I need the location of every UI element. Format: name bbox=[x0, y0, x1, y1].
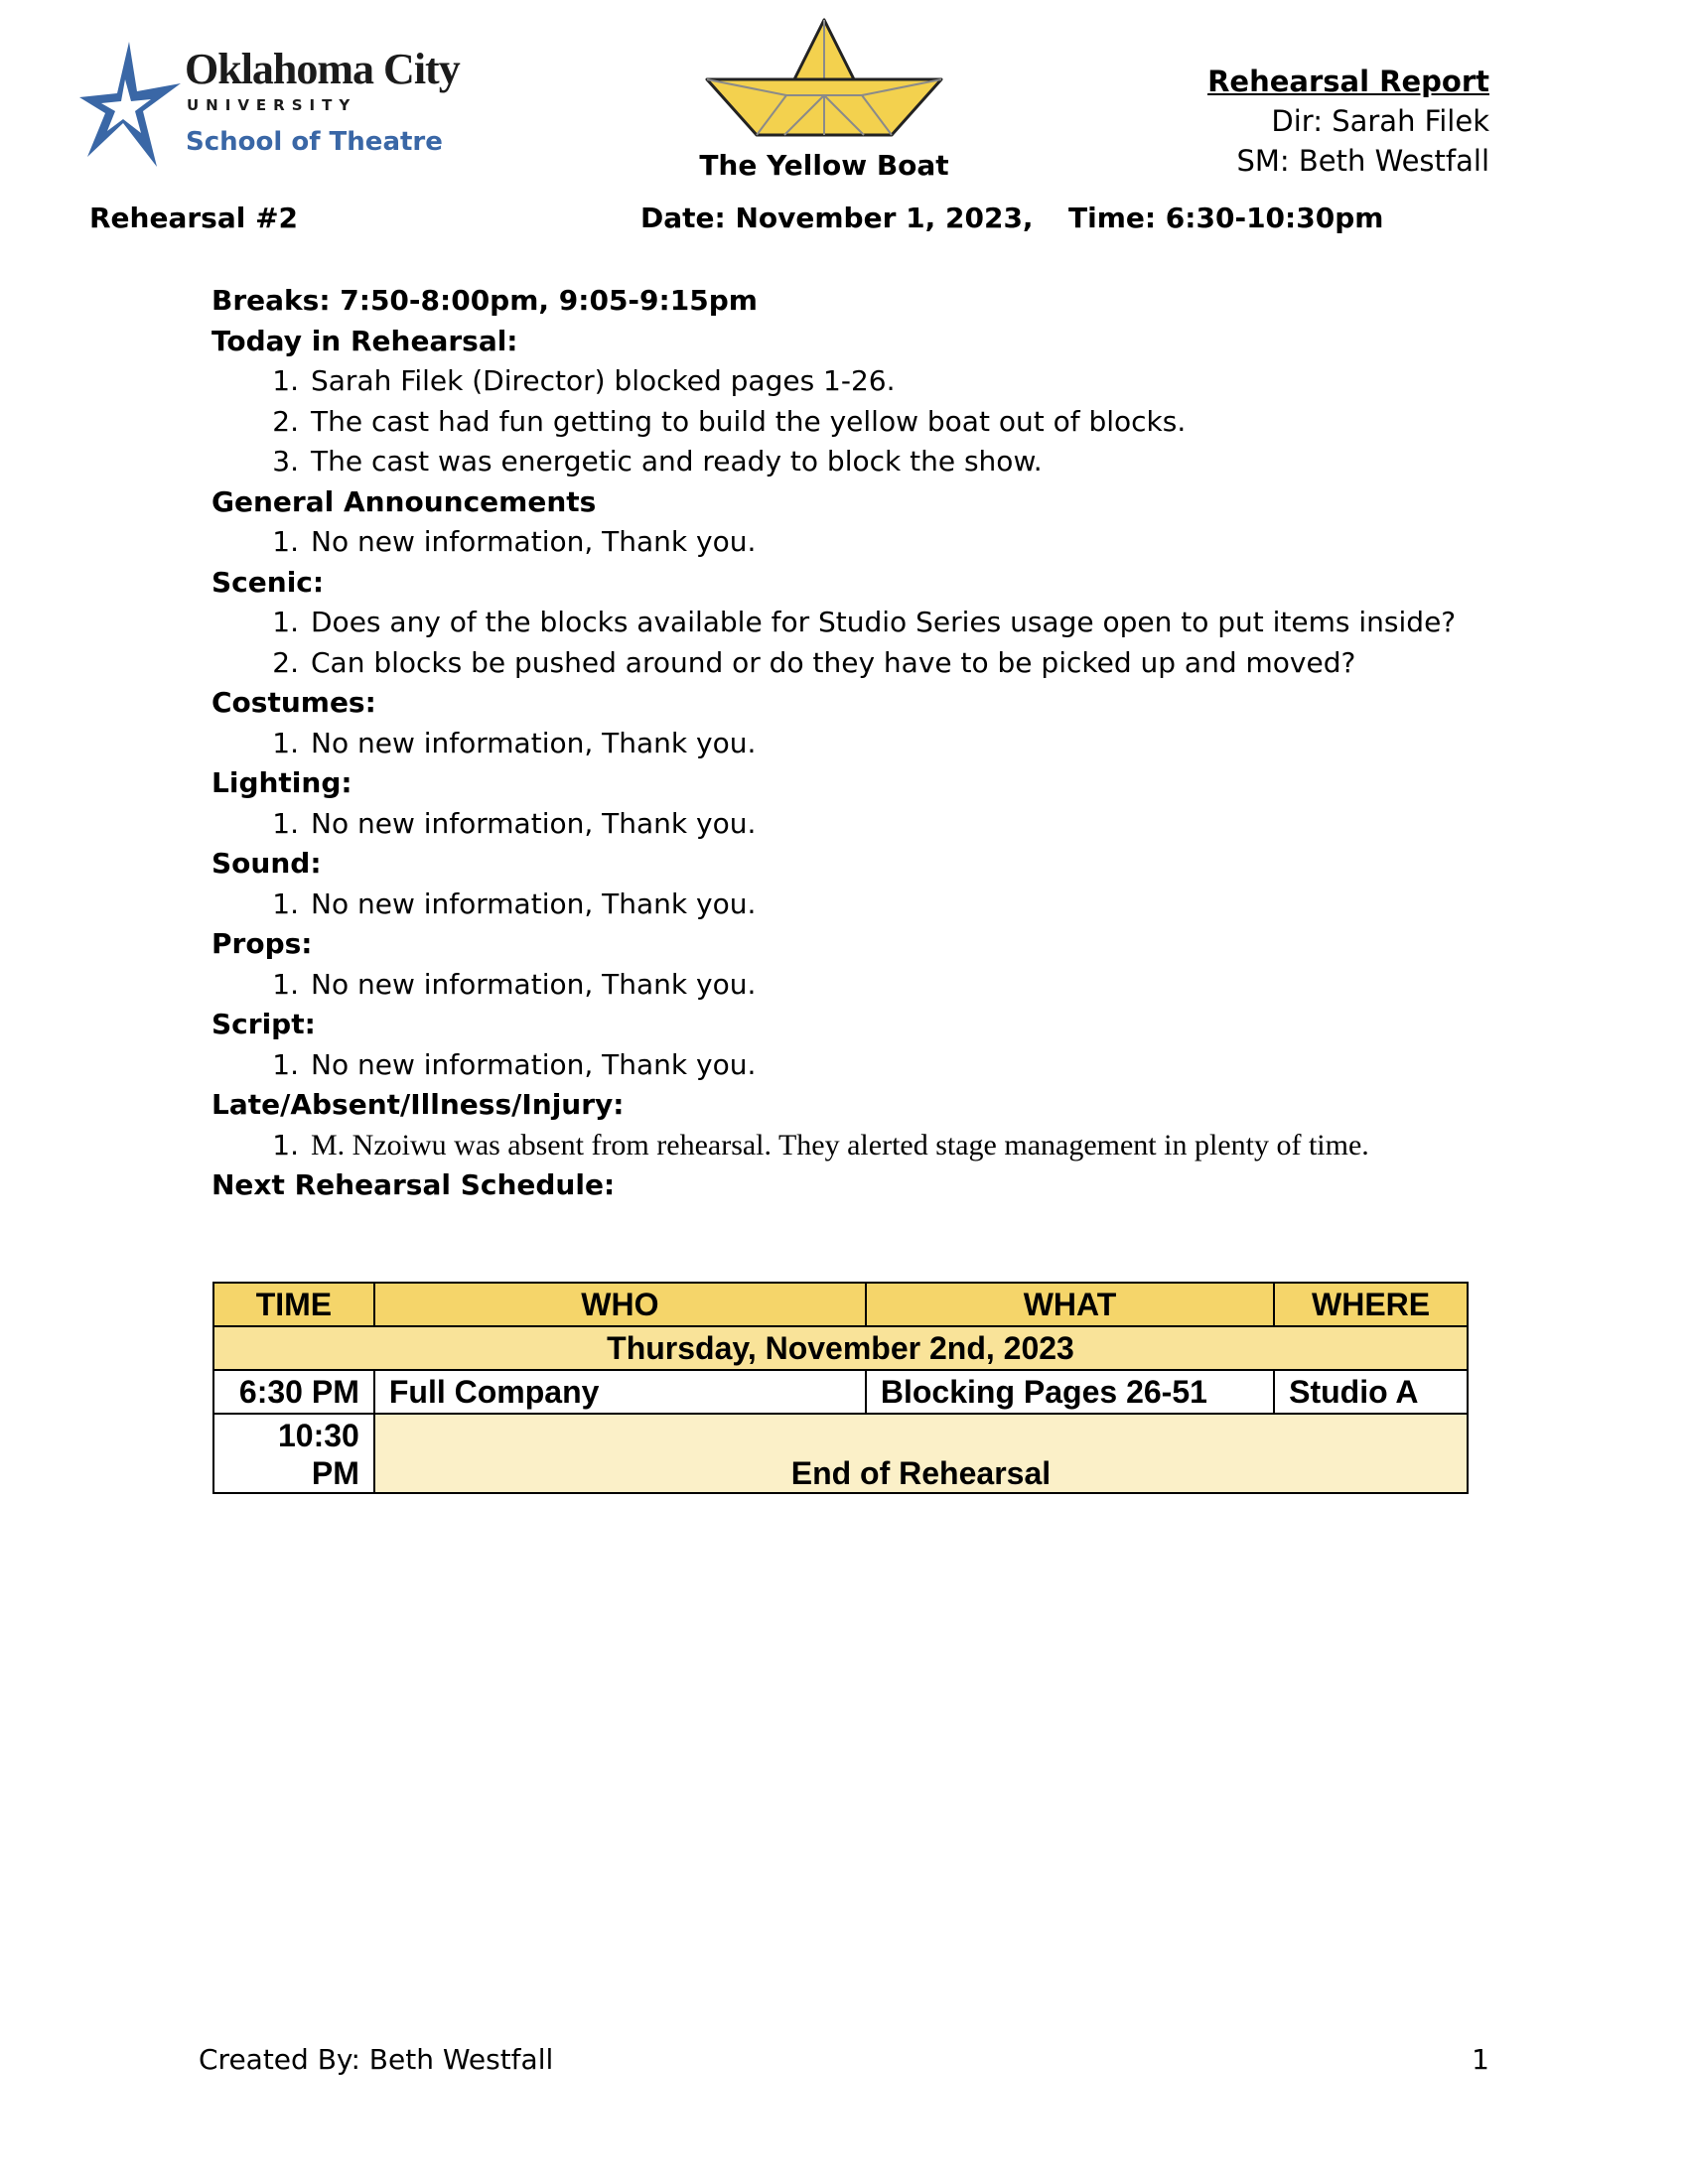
row-who: Full Company bbox=[374, 1370, 866, 1414]
list-item: M. Nzoiwu was absent from rehearsal. They alerted stage management in plenty of time. bbox=[311, 1128, 1369, 1161]
table-end-row bbox=[213, 1414, 1468, 1493]
paper-boat-icon bbox=[705, 18, 943, 142]
list-item: No new information, Thank you. bbox=[311, 806, 757, 840]
section-heading-props: Props: bbox=[211, 927, 313, 960]
page-number: 1 bbox=[1472, 2043, 1489, 2076]
list-item: No new information, Thank you. bbox=[311, 887, 757, 920]
show-title: The Yellow Boat bbox=[699, 149, 949, 182]
header-where: WHERE bbox=[1274, 1283, 1468, 1326]
list-item: No new information, Thank you. bbox=[311, 967, 757, 1001]
list-lighting bbox=[211, 804, 1492, 845]
logo-name: Oklahoma City bbox=[185, 45, 460, 93]
report-title: Rehearsal Report bbox=[1207, 65, 1489, 98]
table-date-row bbox=[213, 1326, 1468, 1370]
section-heading-next-schedule: Next Rehearsal Schedule: bbox=[211, 1167, 616, 1201]
footer-created-by: Created By: Beth Westfall bbox=[199, 2043, 554, 2076]
list-general bbox=[211, 522, 1492, 563]
list-item: No new information, Thank you. bbox=[311, 1047, 757, 1081]
header-who: WHO bbox=[374, 1283, 866, 1326]
end-time-line1: 10:30 bbox=[278, 1418, 359, 1453]
rehearsal-date: Date: November 1, 2023, bbox=[640, 202, 1034, 234]
list-item: The cast was energetic and ready to block the show. bbox=[311, 445, 1043, 478]
list-item: Does any of the blocks available for Studio Series usage open to put items inside? bbox=[311, 606, 1457, 638]
header-time: TIME bbox=[213, 1283, 374, 1326]
end-time-line2: PM bbox=[311, 1455, 359, 1491]
row-where: Studio A bbox=[1274, 1370, 1468, 1414]
table-header-row bbox=[213, 1283, 1468, 1326]
table-row bbox=[213, 1370, 1468, 1414]
report-info bbox=[1207, 62, 1489, 181]
stage-manager-line: SM: Beth Westfall bbox=[1236, 144, 1489, 178]
list-today bbox=[211, 361, 1492, 482]
section-heading-costumes: Costumes: bbox=[211, 686, 376, 719]
header-what: WHAT bbox=[866, 1283, 1274, 1326]
section-heading-general: General Announcements bbox=[211, 484, 597, 518]
logo-school: School of Theatre bbox=[186, 127, 443, 157]
section-heading-absent: Late/Absent/Illness/Injury: bbox=[211, 1088, 625, 1121]
list-sound bbox=[211, 885, 1492, 925]
section-heading-today: Today in Rehearsal: bbox=[211, 324, 518, 357]
end-of-rehearsal: End of Rehearsal bbox=[374, 1414, 1468, 1493]
section-heading-lighting: Lighting: bbox=[211, 766, 352, 799]
row-time: 6:30 PM bbox=[213, 1370, 374, 1414]
director-line: Dir: Sarah Filek bbox=[1271, 104, 1489, 138]
list-costumes bbox=[211, 724, 1492, 764]
list-item: Can blocks be pushed around or do they have to be picked up and moved? bbox=[311, 645, 1356, 679]
list-scenic bbox=[211, 603, 1492, 683]
logo-subtitle: UNIVERSITY bbox=[187, 96, 357, 114]
list-item: No new information, Thank you. bbox=[311, 525, 757, 558]
row-what: Blocking Pages 26-51 bbox=[866, 1370, 1274, 1414]
list-item: The cast had fun getting to build the yellow boat out of blocks. bbox=[311, 404, 1187, 438]
section-heading-script: Script: bbox=[211, 1008, 316, 1040]
list-item: No new information, Thank you. bbox=[311, 726, 757, 759]
star-icon bbox=[77, 40, 187, 169]
rehearsal-time: Time: 6:30-10:30pm bbox=[1068, 202, 1384, 234]
list-script bbox=[211, 1045, 1492, 1086]
rehearsal-number: Rehearsal #2 bbox=[89, 202, 299, 234]
end-time bbox=[213, 1414, 374, 1493]
schedule-date: Thursday, November 2nd, 2023 bbox=[213, 1326, 1468, 1370]
list-item: Sarah Filek (Director) blocked pages 1-26. bbox=[311, 364, 896, 397]
report-body bbox=[211, 281, 1492, 1205]
breaks-line: Breaks: 7:50-8:00pm, 9:05-9:15pm bbox=[211, 284, 758, 317]
schedule-table bbox=[212, 1282, 1469, 1494]
section-heading-sound: Sound: bbox=[211, 847, 322, 880]
list-absent bbox=[211, 1126, 1492, 1165]
university-logo bbox=[77, 40, 460, 169]
section-heading-scenic: Scenic: bbox=[211, 565, 325, 599]
list-props bbox=[211, 965, 1492, 1006]
